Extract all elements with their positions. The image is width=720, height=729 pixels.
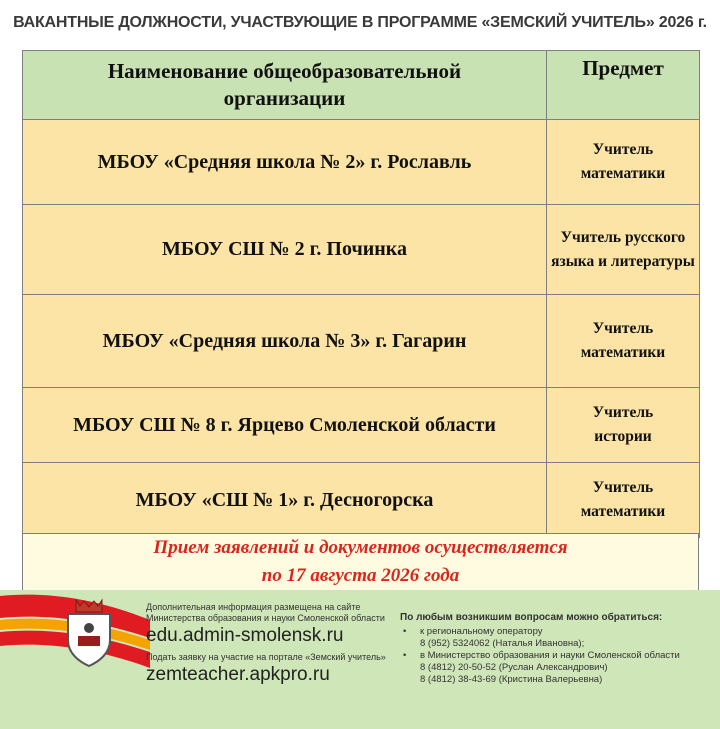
org-cell: МБОУ «Средняя школа № 2» г. Рославль: [23, 120, 547, 205]
notice-line-2: по 17 августа 2026 года: [261, 565, 460, 586]
vacancies-table: [22, 50, 700, 538]
contact-item-operator: • к региональному оператору: [400, 626, 716, 638]
org-cell: МБОУ «СШ № 1» г. Десногорска: [23, 463, 547, 538]
subject-cell: Учитель русского языка и литературы: [547, 205, 700, 295]
contact-phone: 8 (952) 5324062 (Наталья Ивановна);: [420, 638, 585, 649]
org-cell: МБОУ СШ № 8 г. Ярцево Смоленской области: [23, 388, 547, 463]
table-row: [23, 120, 700, 205]
subject-cell: Учитель математики: [547, 295, 700, 388]
subject-cell: Учитель математики: [547, 463, 700, 538]
coat-of-arms-icon: [58, 598, 120, 668]
table-row: [23, 205, 700, 295]
table-row: [23, 295, 700, 388]
contacts-title: По любым возникшим вопросам можно обратиться:: [400, 612, 663, 623]
info-line-2: Министерства образования и науки Смоленской области: [146, 613, 385, 623]
apply-text: Подать заявку на участие на портале «Земский учитель»: [146, 652, 386, 662]
page-title: ВАКАНТНЫЕ ДОЛЖНОСТИ, УЧАСТВУЮЩИЕ В ПРОГРАММЕ «ЗЕМСКИЙ УЧИТЕЛЬ» 2026 г.: [13, 14, 707, 31]
column-header-organization: Наименование общеобразовательной организации: [23, 51, 547, 120]
footer-info-block: [146, 602, 396, 687]
notice-line-1: Прием заявлений и документов осуществляется: [153, 537, 568, 558]
subject-cell: Учитель истории: [547, 388, 700, 463]
table-row: [23, 388, 700, 463]
contact-item-ministry: • в Министерство образования и науки Смоленской области: [400, 650, 716, 662]
contact-phone: 8 (4812) 20-50-52 (Руслан Александрович): [420, 662, 608, 673]
table-row: [23, 463, 700, 538]
table-header-row: [23, 51, 700, 120]
contact-phone: 8 (4812) 38-43-69 (Кристина Валерьевна): [420, 674, 603, 685]
footer-contacts-block: [400, 612, 716, 686]
website-link-1[interactable]: edu.admin-smolensk.ru: [146, 625, 344, 646]
org-cell: МБОУ «Средняя школа № 3» г. Гагарин: [23, 295, 547, 388]
org-cell: МБОУ СШ № 2 г. Починка: [23, 205, 547, 295]
info-line-1: Дополнительная информация размещена на сайте: [146, 602, 361, 612]
website-link-2[interactable]: zemteacher.apkpro.ru: [146, 664, 330, 685]
deadline-notice: [22, 533, 699, 591]
footer: [0, 590, 720, 729]
subject-cell: Учитель математики: [547, 120, 700, 205]
vacancies-table-container: [22, 50, 699, 538]
column-header-subject: Предмет: [547, 51, 700, 120]
